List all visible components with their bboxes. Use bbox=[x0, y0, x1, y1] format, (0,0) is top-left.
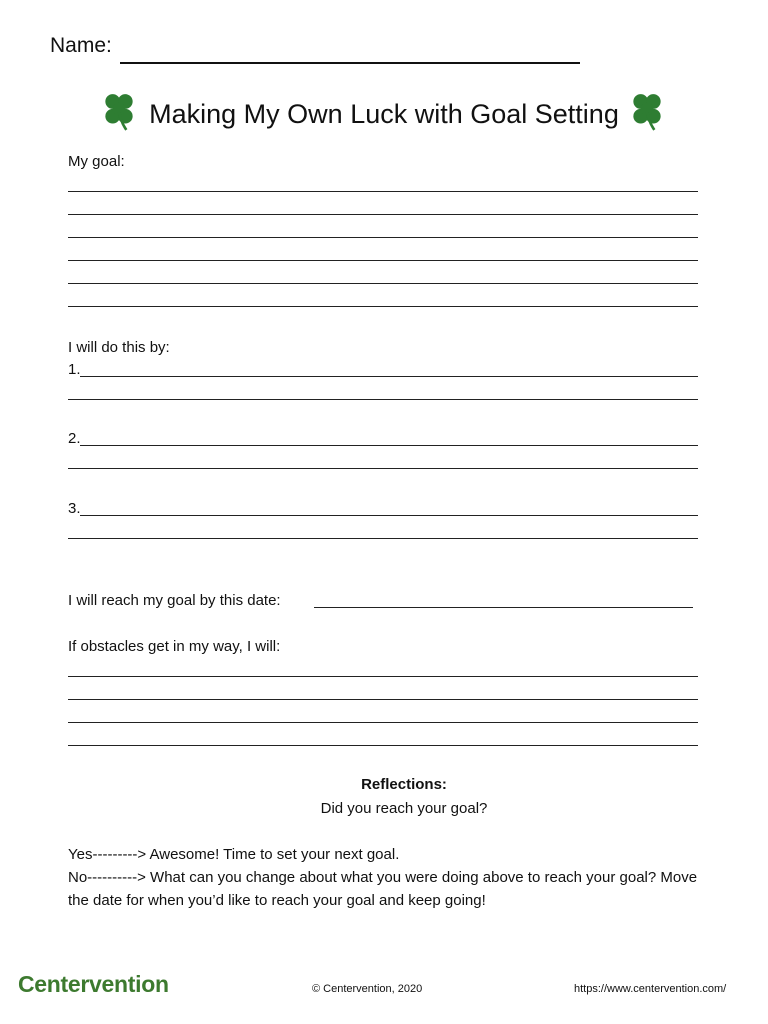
goal-line[interactable] bbox=[68, 237, 698, 238]
footer-url[interactable]: https://www.centervention.com/ bbox=[574, 983, 727, 995]
reflections-title: Reflections: bbox=[361, 776, 447, 793]
yes-line: Yes---------> Awesome! Time to set your next goal. bbox=[68, 846, 400, 863]
do-this-by-label: I will do this by: bbox=[68, 339, 170, 356]
step-line[interactable] bbox=[80, 376, 698, 377]
name-line[interactable] bbox=[120, 62, 580, 64]
step-line[interactable] bbox=[80, 515, 698, 516]
obstacles-label: If obstacles get in my way, I will: bbox=[68, 638, 281, 655]
reflections-question: Did you reach your goal? bbox=[320, 800, 488, 817]
step-line[interactable] bbox=[68, 468, 698, 469]
goal-line[interactable] bbox=[68, 191, 698, 192]
step-line[interactable] bbox=[68, 399, 698, 400]
date-label: I will reach my goal by this date: bbox=[68, 592, 281, 609]
step-line[interactable] bbox=[68, 538, 698, 539]
goal-label: My goal: bbox=[68, 153, 125, 170]
step-number: 3. bbox=[68, 500, 81, 517]
date-line[interactable] bbox=[314, 607, 693, 608]
page-title: Making My Own Luck with Goal Setting bbox=[149, 99, 619, 129]
obstacles-line[interactable] bbox=[68, 745, 698, 746]
obstacles-line[interactable] bbox=[68, 699, 698, 700]
centervention-logo: Centervention bbox=[18, 971, 169, 997]
step-line[interactable] bbox=[80, 445, 698, 446]
footer-copyright: © Centervention, 2020 bbox=[312, 983, 423, 995]
goal-line[interactable] bbox=[68, 260, 698, 261]
step-number: 2. bbox=[68, 430, 81, 447]
name-label: Name: bbox=[50, 34, 112, 57]
goal-line[interactable] bbox=[68, 283, 698, 284]
goal-line[interactable] bbox=[68, 306, 698, 307]
goal-line[interactable] bbox=[68, 214, 698, 215]
obstacles-line[interactable] bbox=[68, 722, 698, 723]
clover-icon bbox=[626, 91, 668, 133]
step-number: 1. bbox=[68, 361, 81, 378]
obstacles-line[interactable] bbox=[68, 676, 698, 677]
no-line: No----------> What can you change about what you were doing above to reach your goal? Move the date for when you’d like to reach your goal and keep going! bbox=[68, 869, 698, 909]
